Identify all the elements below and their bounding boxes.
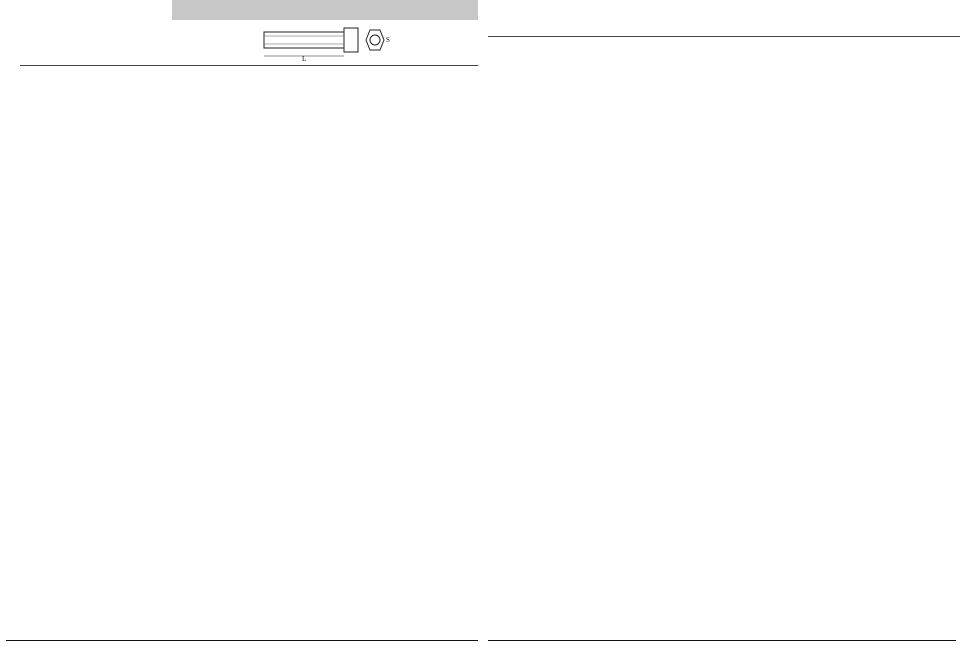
footer-rule-left xyxy=(6,640,478,641)
hex-bolt-drawing-icon xyxy=(262,26,392,62)
width-label: S xyxy=(386,36,390,44)
right-page xyxy=(488,0,960,663)
footer-rule-right xyxy=(488,640,956,641)
footer-left xyxy=(8,647,14,659)
right-table-header xyxy=(488,0,960,37)
length-label: L xyxy=(302,55,307,62)
header-rule xyxy=(20,65,478,66)
header-area xyxy=(0,0,478,95)
title-band xyxy=(172,0,478,20)
footer-right xyxy=(944,647,950,659)
